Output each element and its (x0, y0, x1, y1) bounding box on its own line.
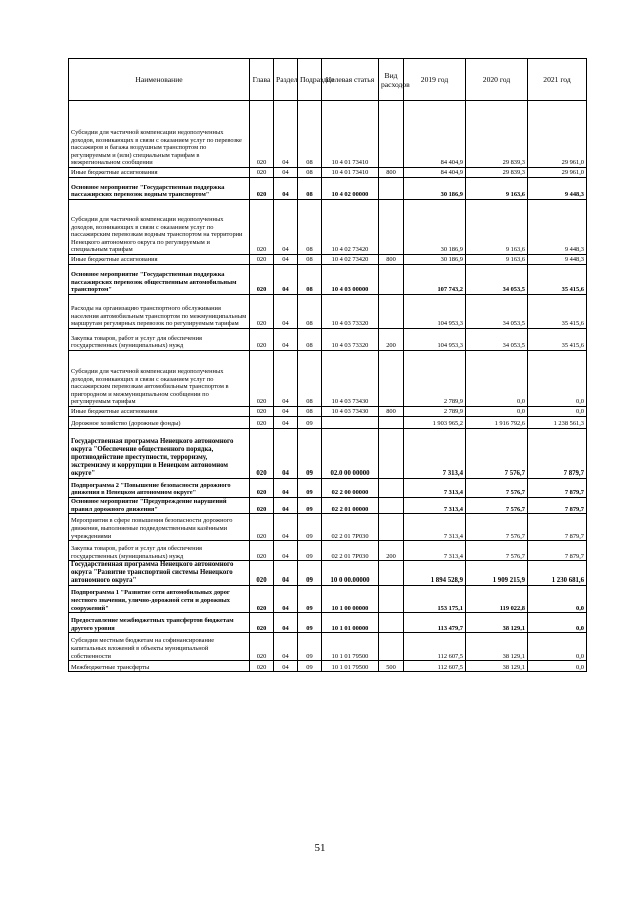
row-vid (379, 561, 404, 586)
row-2019: 1 903 965,2 (404, 417, 466, 429)
row-razdel: 04 (274, 429, 298, 479)
row-podrazdel: 08 (298, 101, 322, 168)
row-2020: 34 053,5 (466, 265, 528, 295)
header-vid: Вид расходов (379, 59, 404, 101)
row-glava: 020 (250, 479, 274, 498)
row-name: Основное мероприятие "Предупреждение нарушений правил дорожного движения" (69, 498, 250, 514)
row-vid (379, 417, 404, 429)
row-2021: 29 961,0 (528, 168, 587, 178)
row-2020: 38 129,1 (466, 633, 528, 661)
table-row (69, 613, 587, 633)
row-podrazdel: 08 (298, 255, 322, 265)
row-name: Иные бюджетные ассигнования (69, 168, 250, 178)
row-2021: 1 238 561,3 (528, 417, 587, 429)
row-target: 10 4 01 73410 (322, 168, 379, 178)
row-target (322, 417, 379, 429)
row-glava: 020 (250, 586, 274, 613)
row-vid (379, 265, 404, 295)
row-podrazdel: 09 (298, 498, 322, 514)
row-2019: 2 789,9 (404, 351, 466, 407)
row-podrazdel: 09 (298, 514, 322, 541)
row-2019: 7 313,4 (404, 541, 466, 561)
row-2020: 29 839,3 (466, 168, 528, 178)
table-row (69, 101, 587, 168)
row-podrazdel: 09 (298, 661, 322, 672)
row-podrazdel: 08 (298, 178, 322, 200)
row-vid (379, 633, 404, 661)
table-row (69, 407, 587, 417)
row-razdel: 04 (274, 514, 298, 541)
row-target: 10 4 02 00000 (322, 178, 379, 200)
row-2021: 35 415,6 (528, 265, 587, 295)
row-name: Подпрограмма 1 "Развитие сети автомобильных дорог местного значения, улично-дорожной сети и дорожных сооружений" (69, 586, 250, 613)
row-podrazdel: 09 (298, 633, 322, 661)
row-glava: 020 (250, 329, 274, 351)
row-razdel: 04 (274, 295, 298, 329)
row-vid: 800 (379, 168, 404, 178)
row-razdel: 04 (274, 255, 298, 265)
header-name: Наименование (69, 59, 250, 101)
row-2020: 7 576,7 (466, 541, 528, 561)
row-podrazdel: 09 (298, 417, 322, 429)
table-row (69, 200, 587, 255)
row-razdel: 04 (274, 265, 298, 295)
row-2021: 0,0 (528, 661, 587, 672)
row-razdel: 04 (274, 329, 298, 351)
row-2019: 1 894 528,9 (404, 561, 466, 586)
row-glava: 020 (250, 351, 274, 407)
row-2019: 30 186,9 (404, 200, 466, 255)
row-razdel: 04 (274, 351, 298, 407)
row-2021: 9 448,3 (528, 178, 587, 200)
row-2021: 7 879,7 (528, 479, 587, 498)
row-name: Расходы на организацию транспортного обслуживания населения автомобильным транспортом по межмуниципальным маршрутам регулярных перевозок по регулируемым тарифам (69, 295, 250, 329)
row-podrazdel: 09 (298, 561, 322, 586)
row-2019: 30 186,9 (404, 255, 466, 265)
row-podrazdel: 08 (298, 265, 322, 295)
row-target: 10 1 01 79500 (322, 633, 379, 661)
row-target: 10 4 03 73320 (322, 329, 379, 351)
table-row (69, 514, 587, 541)
row-glava: 020 (250, 613, 274, 633)
row-glava: 020 (250, 633, 274, 661)
row-podrazdel: 09 (298, 613, 322, 633)
row-vid (379, 479, 404, 498)
row-vid (379, 613, 404, 633)
table-row (69, 561, 587, 586)
row-2019: 84 404,9 (404, 101, 466, 168)
row-glava: 020 (250, 661, 274, 672)
row-2021: 0,0 (528, 633, 587, 661)
row-2020: 0,0 (466, 351, 528, 407)
row-vid (379, 295, 404, 329)
budget-table (68, 58, 587, 672)
table-row (69, 586, 587, 613)
row-podrazdel: 08 (298, 200, 322, 255)
row-razdel: 04 (274, 661, 298, 672)
row-name: Субсидии для частичной компенсации недополученных доходов, возникающих в связи с оказанием услуг по пассажирским перевозкам автомобильным транспортом в пригородном и межмуниципальном сообщении по регулируемым тарифам (69, 351, 250, 407)
table-row (69, 479, 587, 498)
row-name: Межбюджетные трансферты (69, 661, 250, 672)
row-razdel: 04 (274, 479, 298, 498)
row-2021: 1 230 681,6 (528, 561, 587, 586)
row-2020: 34 053,5 (466, 295, 528, 329)
row-razdel: 04 (274, 498, 298, 514)
row-podrazdel: 08 (298, 295, 322, 329)
header-target: Целевая статья (322, 59, 379, 101)
row-target: 02 2 01 7Р030 (322, 541, 379, 561)
row-2020: 9 163,6 (466, 200, 528, 255)
row-2020: 7 576,7 (466, 429, 528, 479)
row-2020: 1 916 792,6 (466, 417, 528, 429)
row-2021: 0,0 (528, 351, 587, 407)
header-2019: 2019 год (404, 59, 466, 101)
row-podrazdel: 09 (298, 586, 322, 613)
row-name: Иные бюджетные ассигнования (69, 407, 250, 417)
table-row (69, 661, 587, 672)
row-2019: 7 313,4 (404, 514, 466, 541)
row-target: 02 2 01 00000 (322, 498, 379, 514)
table-row (69, 168, 587, 178)
row-name: Государственная программа Ненецкого автономного округа "Обеспечение общественного порядка, противодействие преступности, терроризму, экстремизму и коррупции в Ненецком автономном округе" (69, 429, 250, 479)
table-row (69, 417, 587, 429)
row-podrazdel: 09 (298, 541, 322, 561)
row-razdel: 04 (274, 168, 298, 178)
row-podrazdel: 08 (298, 168, 322, 178)
table-row (69, 178, 587, 200)
row-razdel: 04 (274, 613, 298, 633)
row-vid: 800 (379, 255, 404, 265)
row-2021: 35 415,6 (528, 295, 587, 329)
row-name: Субсидии местным бюджетам на софинансирование капитальных вложений в объекты муниципальной собственности (69, 633, 250, 661)
row-target: 10 4 03 73430 (322, 351, 379, 407)
row-glava: 020 (250, 407, 274, 417)
row-name: Предоставление межбюджетных трансфертов бюджетам другого уровня (69, 613, 250, 633)
row-name: Субсидии для частичной компенсации недополученных доходов, возникающих в связи с оказанием услуг по пассажирским перевозкам водным транспортом на территории Ненецкого автономного округа по регулируемым и специальным тарифам (69, 200, 250, 255)
row-name: Подпрограмма 2 "Повышение безопасности дорожного движения в Ненецком автономном округе" (69, 479, 250, 498)
row-2019: 30 186,9 (404, 178, 466, 200)
row-vid (379, 178, 404, 200)
row-vid (379, 200, 404, 255)
row-glava: 020 (250, 498, 274, 514)
row-target: 10 4 03 00000 (322, 265, 379, 295)
row-podrazdel: 09 (298, 429, 322, 479)
row-target: 10 4 03 73320 (322, 295, 379, 329)
table-row (69, 541, 587, 561)
row-2020: 9 163,6 (466, 255, 528, 265)
row-2021: 0,0 (528, 586, 587, 613)
row-2021: 0,0 (528, 613, 587, 633)
table-body (69, 101, 587, 672)
row-razdel: 04 (274, 101, 298, 168)
row-glava: 020 (250, 541, 274, 561)
row-vid: 800 (379, 407, 404, 417)
header-glava: Глава (250, 59, 274, 101)
row-podrazdel: 08 (298, 329, 322, 351)
row-vid (379, 351, 404, 407)
row-glava: 020 (250, 514, 274, 541)
row-razdel: 04 (274, 586, 298, 613)
row-glava: 020 (250, 561, 274, 586)
row-podrazdel: 09 (298, 479, 322, 498)
row-2021: 9 448,3 (528, 200, 587, 255)
row-name: Закупка товаров, работ и услуг для обеспечения государственных (муниципальных) нужд (69, 329, 250, 351)
table-row (69, 429, 587, 479)
row-2020: 0,0 (466, 407, 528, 417)
row-name: Субсидии для частичной компенсации недополученных доходов, возникающих в связи с оказанием услуг по перевозке пассажиров и багажа воздушным транспортом по регулируемым и (или) специальным тарифам в межрегиональном сообщении (69, 101, 250, 168)
row-2019: 84 404,9 (404, 168, 466, 178)
row-vid (379, 514, 404, 541)
page-number: 51 (314, 842, 326, 854)
row-name: Закупка товаров, работ и услуг для обеспечения государственных (муниципальных) нужд (69, 541, 250, 561)
row-2019: 113 479,7 (404, 613, 466, 633)
row-target: 10 4 03 73430 (322, 407, 379, 417)
row-2020: 34 053,5 (466, 329, 528, 351)
row-2019: 7 313,4 (404, 479, 466, 498)
row-vid (379, 429, 404, 479)
header-2020: 2020 год (466, 59, 528, 101)
row-2021: 29 961,0 (528, 101, 587, 168)
row-target: 10 0 00.00000 (322, 561, 379, 586)
row-2020: 7 576,7 (466, 498, 528, 514)
table-header-row (69, 59, 587, 101)
row-2020: 7 576,7 (466, 514, 528, 541)
table-row (69, 265, 587, 295)
row-vid: 500 (379, 661, 404, 672)
row-2021: 7 879,7 (528, 429, 587, 479)
row-2019: 107 743,2 (404, 265, 466, 295)
row-glava: 020 (250, 178, 274, 200)
table-row (69, 255, 587, 265)
row-name: Государственная программа Ненецкого автономного округа "Развитие транспортной системы Ненецкого автономного округа" (69, 561, 250, 586)
row-glava: 020 (250, 265, 274, 295)
row-2021: 9 448,3 (528, 255, 587, 265)
row-razdel: 04 (274, 633, 298, 661)
table-row (69, 351, 587, 407)
row-glava: 020 (250, 200, 274, 255)
row-target: 10 1 01 00000 (322, 613, 379, 633)
row-2019: 153 175,1 (404, 586, 466, 613)
row-2021: 7 879,7 (528, 498, 587, 514)
row-2020: 7 576,7 (466, 479, 528, 498)
row-target: 10 4 01 73410 (322, 101, 379, 168)
table-row (69, 329, 587, 351)
header-razdel: Раздел (274, 59, 298, 101)
row-2020: 38 129,1 (466, 661, 528, 672)
row-vid: 200 (379, 541, 404, 561)
row-2021: 35 415,6 (528, 329, 587, 351)
row-2019: 104 953,3 (404, 295, 466, 329)
row-2020: 1 909 215,9 (466, 561, 528, 586)
row-vid (379, 101, 404, 168)
row-glava: 020 (250, 168, 274, 178)
header-podrazdel: Подраздел (298, 59, 322, 101)
table-row (69, 633, 587, 661)
table-row (69, 295, 587, 329)
row-2019: 112 607,5 (404, 633, 466, 661)
row-name: Основное мероприятие "Государственная поддержка пассажирских перевозок водным транспортом" (69, 178, 250, 200)
row-vid (379, 586, 404, 613)
row-glava: 020 (250, 295, 274, 329)
row-2019: 112 607,5 (404, 661, 466, 672)
row-target: 10 1 00 00000 (322, 586, 379, 613)
row-target: 02 2 00 00000 (322, 479, 379, 498)
row-2020: 9 163,6 (466, 178, 528, 200)
row-target: 10 1 01 79500 (322, 661, 379, 672)
row-name: Дорожное хозяйство (дорожные фонды) (69, 417, 250, 429)
row-name: Иные бюджетные ассигнования (69, 255, 250, 265)
row-razdel: 04 (274, 200, 298, 255)
row-2020: 119 022,8 (466, 586, 528, 613)
row-podrazdel: 08 (298, 351, 322, 407)
row-razdel: 04 (274, 541, 298, 561)
row-2019: 104 953,3 (404, 329, 466, 351)
row-glava: 020 (250, 417, 274, 429)
row-2020: 38 129,1 (466, 613, 528, 633)
row-target: 02 2 01 7Р030 (322, 514, 379, 541)
row-name: Мероприятия в сфере повышения безопасности дорожного движения, выполняемые подведомственными казёнными учреждениями (69, 514, 250, 541)
row-2019: 7 313,4 (404, 498, 466, 514)
row-target: 10 4 02 73420 (322, 200, 379, 255)
row-2021: 7 879,7 (528, 514, 587, 541)
row-name: Основное мероприятие "Государственная поддержка пассажирских перевозок общественным автомобильным транспортом" (69, 265, 250, 295)
row-glava: 020 (250, 255, 274, 265)
row-target: 02.0 00 00000 (322, 429, 379, 479)
header-2021: 2021 год (528, 59, 587, 101)
row-target: 10 4 02 73420 (322, 255, 379, 265)
row-razdel: 04 (274, 417, 298, 429)
row-2021: 0,0 (528, 407, 587, 417)
row-vid (379, 498, 404, 514)
row-2019: 2 789,9 (404, 407, 466, 417)
row-razdel: 04 (274, 407, 298, 417)
row-2021: 7 879,7 (528, 541, 587, 561)
row-glava: 020 (250, 429, 274, 479)
row-razdel: 04 (274, 178, 298, 200)
row-podrazdel: 08 (298, 407, 322, 417)
table-row (69, 498, 587, 514)
row-2020: 29 839,3 (466, 101, 528, 168)
row-vid: 200 (379, 329, 404, 351)
row-razdel: 04 (274, 561, 298, 586)
row-glava: 020 (250, 101, 274, 168)
row-2019: 7 313,4 (404, 429, 466, 479)
